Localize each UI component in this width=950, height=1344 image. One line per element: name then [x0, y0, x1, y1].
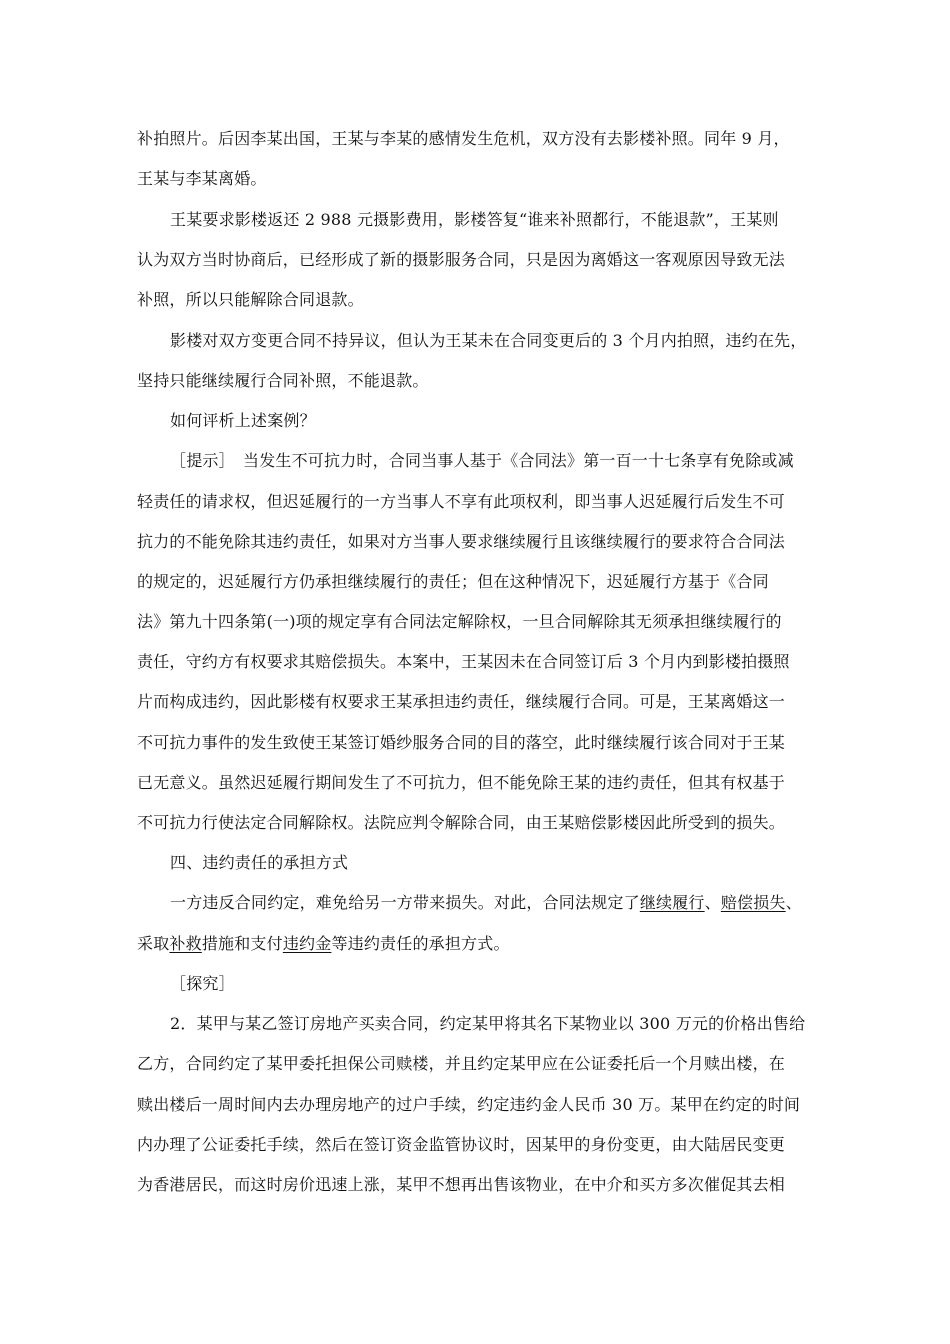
text-line: 王某要求影楼返还 2 988 元摄影费用，影楼答复“谁来补照都行，不能退款”，王某则	[170, 210, 779, 229]
text-line: 的规定的，迟延履行方仍承担继续履行的责任；但在这种情况下，迟延履行方基于《合同	[137, 572, 769, 591]
text-line: 为香港居民，而这时房价迅速上涨，某甲不想再出售该物业，在中介和买方多次催促其去相	[137, 1175, 786, 1194]
text-line: 法》第九十四条第(一)项的规定享有合同法定解除权，一旦合同解除其无须承担继续履行的	[137, 612, 782, 631]
text-line: 影楼对双方变更合同不持异议，但认为王某未在合同变更后的 3 个月内拍照，违约在先，	[170, 331, 807, 350]
underlined-term: 违约金	[282, 934, 332, 953]
section-heading: 四、违约责任的承担方式	[170, 853, 349, 872]
text-line: 王某与李某离婚。	[137, 169, 267, 188]
text-segment: 采取	[137, 934, 170, 953]
text-line: 2．某甲与某乙签订房地产买卖合同，约定某甲将其名下某物业以 300 万元的价格出售给	[170, 1014, 806, 1033]
text-line: 赎出楼后一周时间内去办理房地产的过户手续，约定违约金人民币 30 万。某甲在约定的时间	[137, 1095, 801, 1114]
text-segment: 一方违反合同约定，难免给另一方带来损失。对此，合同法规定了	[170, 893, 640, 912]
text-line: 轻责任的请求权，但迟延履行的一方当事人不享有此项权利，即当事人迟延履行后发生不可	[137, 492, 786, 511]
text-line: 抗力的不能免除其违约责任，如果对方当事人要求继续履行且该继续履行的要求符合合同法	[137, 532, 786, 551]
underlined-term: 补救	[169, 934, 202, 953]
text-line: 片而构成违约，因此影楼有权要求王某承担违约责任，继续履行合同。可是，王某离婚这一	[137, 692, 786, 711]
question-line: 如何评析上述案例？	[170, 411, 316, 430]
text-line: 补拍照片。后因李某出国，王某与李某的感情发生危机，双方没有去影楼补照。同年 9 月，	[137, 129, 790, 148]
text-line: 补照，所以只能解除合同退款。	[137, 290, 364, 309]
text-line: 内办理了公证委托手续，然后在签订资金监管协议时，因某甲的身份变更，由大陆居民变更	[137, 1135, 786, 1154]
underlined-term: 赔偿损失	[720, 893, 786, 912]
text-line: 已无意义。虽然迟延履行期间发生了不可抗力，但不能免除王某的违约责任，但其有权基于	[137, 773, 786, 792]
text-line	[170, 891, 817, 915]
text-line: 不可抗力行使法定合同解除权。法院应判令解除合同，由王某赔偿影楼因此所受到的损失。	[137, 813, 786, 832]
text-line: 责任，守约方有权要求其赔偿损失。本案中，王某因未在合同签订后 3 个月内到影楼拍摄照	[137, 652, 790, 671]
text-line	[137, 932, 817, 956]
text-line: 乙方，合同约定了某甲委托担保公司赎楼，并且约定某甲应在公证委托后一个月赎出楼，在	[137, 1054, 786, 1073]
text-line: 认为双方当时协商后，已经形成了新的摄影服务合同，只是因为离婚这一客观原因导致无法	[137, 250, 786, 269]
text-segment: 等违约责任的承担方式。	[331, 934, 510, 953]
underlined-term: 继续履行	[639, 893, 705, 912]
explore-label: ［探究］	[170, 974, 235, 993]
text-segment: 、	[704, 893, 721, 912]
text-line: 不可抗力事件的发生致使王某签订婚纱服务合同的目的落空，此时继续履行该合同对于王某	[137, 733, 786, 752]
text-segment: 、	[785, 893, 802, 912]
text-segment: 措施和支付	[201, 934, 283, 953]
text-line: 坚持只能继续履行合同补照，不能退款。	[137, 371, 429, 390]
hint-line: ［提示］ 当发生不可抗力时，合同当事人基于《合同法》第一百一十七条享有免除或减	[170, 451, 794, 470]
